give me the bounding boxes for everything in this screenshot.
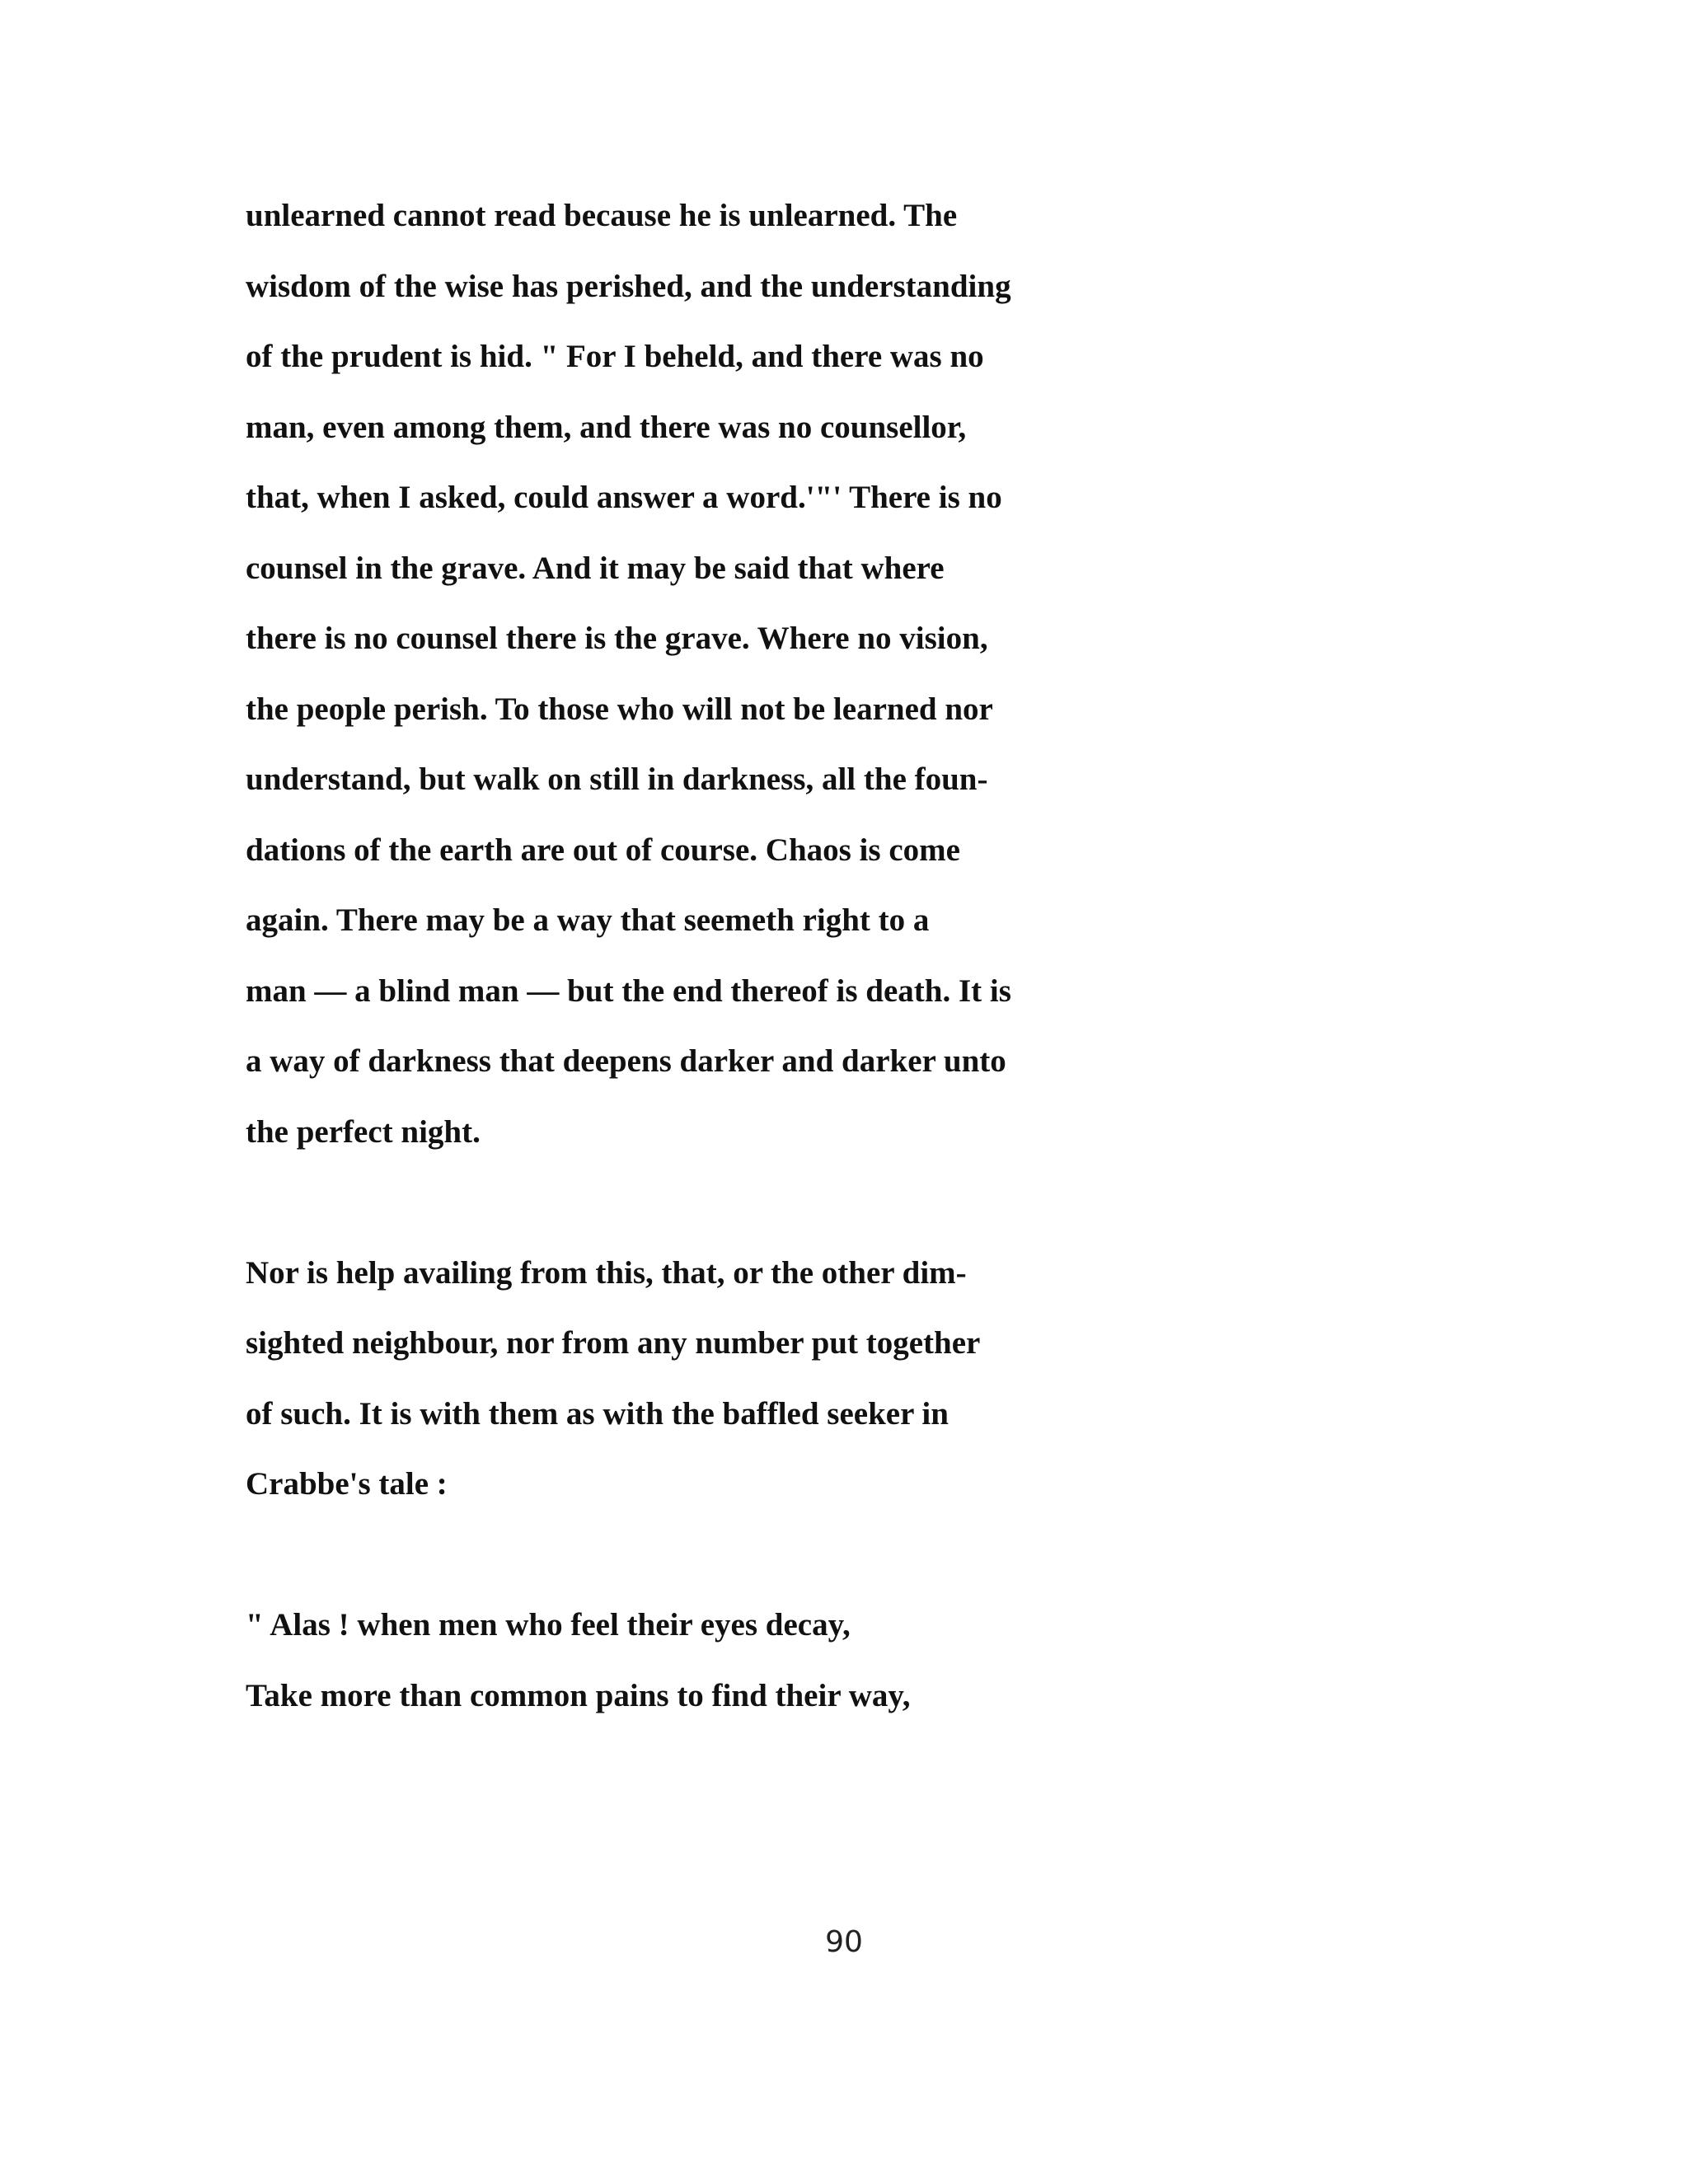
body-text — [246, 191, 1482, 1741]
text-line: a way of darkness that deepens darker and darker unto — [246, 1043, 1006, 1079]
paragraph — [246, 1249, 1482, 1530]
verse-line: " Alas ! when men who feel their eyes decay, — [246, 1607, 851, 1643]
text-line: Nor is help availing from this, that, or the other dim- — [246, 1254, 967, 1291]
text-line: unlearned cannot read because he is unlearned. The — [246, 198, 958, 233]
verse-line: Take more than common pains to find their way, — [246, 1677, 911, 1713]
page-number: 90 — [825, 1925, 863, 1959]
text-line: understand, but walk on still in darkness, all the foun- — [246, 762, 988, 797]
paragraph — [246, 191, 1482, 1178]
text-line: sighted neighbour, nor from any number put together — [246, 1325, 981, 1361]
text-line: man — a blind man — but the end thereof is death. It is — [246, 972, 1011, 1009]
text-line: Crabbe's tale : — [246, 1466, 448, 1502]
text-line: the people perish. To those who will not be learned nor — [246, 691, 993, 727]
text-line: there is no counsel there is the grave. Where no vision, — [246, 621, 988, 656]
text-line: dations of the earth are out of course. Chaos is come — [246, 832, 960, 868]
paragraph-gap — [246, 1530, 1482, 1601]
text-line: of such. It is with them as with the baffled seeker in — [246, 1395, 949, 1432]
paragraph-gap — [246, 1178, 1482, 1249]
text-line: of the prudent is hid. " For I beheld, and there was no — [246, 339, 984, 374]
text-line: again. There may be a way that seemeth right to a — [246, 902, 930, 938]
text-line: man, even among them, and there was no counsellor, — [246, 409, 967, 445]
text-line: that, when I asked, could answer a word.'"' There is no — [246, 480, 1002, 515]
text-line: counsel in the grave. And it may be said that where — [246, 550, 945, 586]
text-line: the perfect night. — [246, 1113, 481, 1150]
text-line: wisdom of the wise has perished, and the understanding — [246, 268, 1011, 304]
verse-quote — [246, 1601, 1482, 1741]
